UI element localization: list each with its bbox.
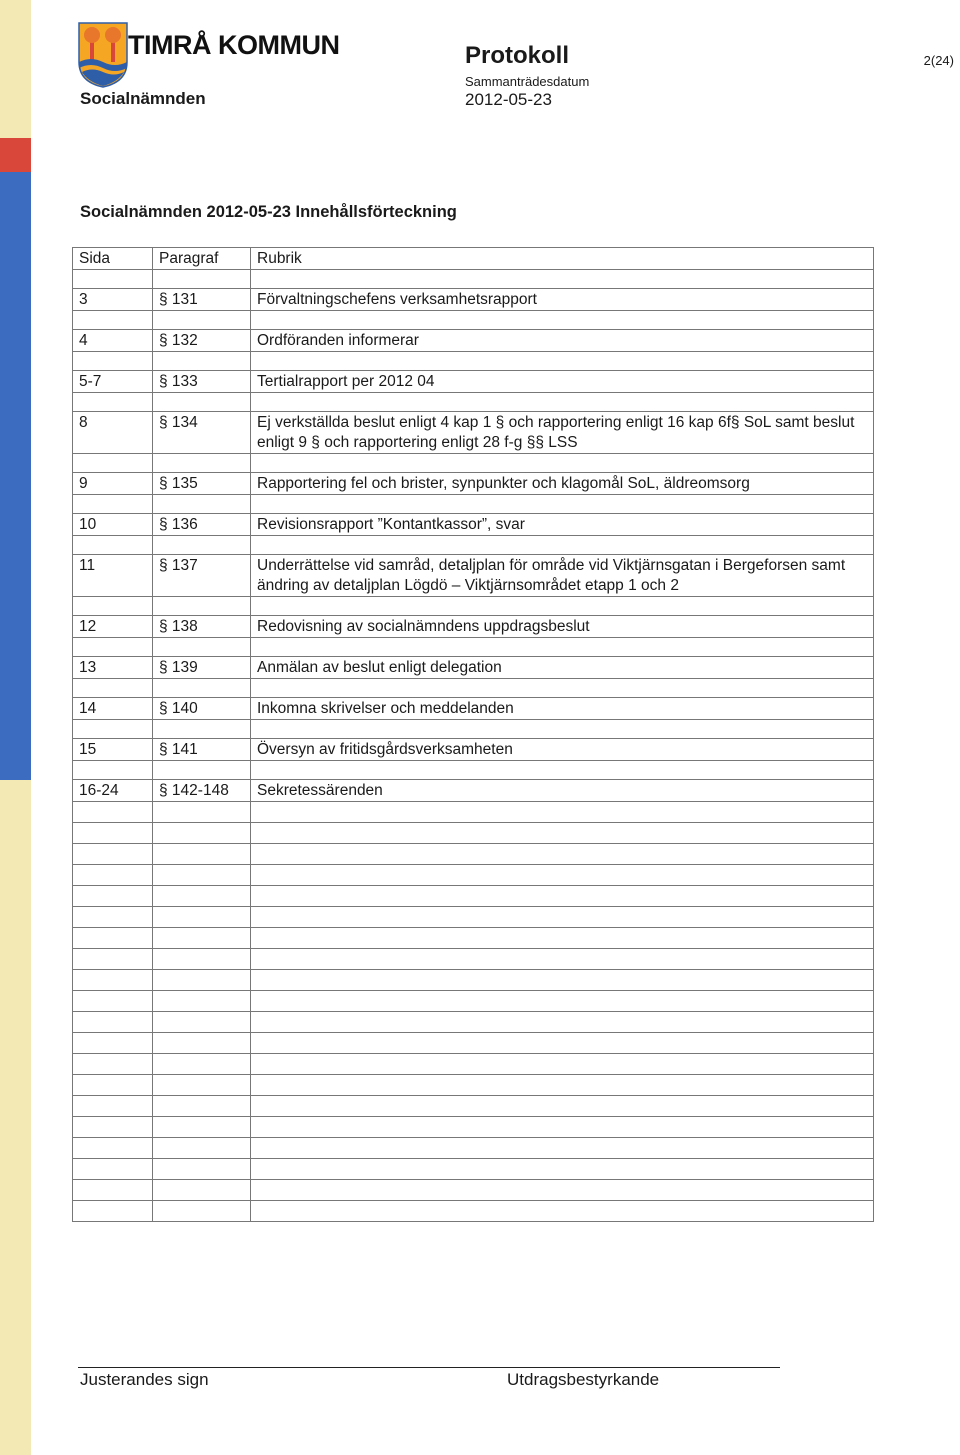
row-page: 3 bbox=[73, 289, 153, 311]
signature-line bbox=[78, 1367, 780, 1368]
row-page: 9 bbox=[73, 473, 153, 495]
row-title: Redovisning av socialnämndens uppdragsbeslut bbox=[251, 616, 874, 638]
row-page: 4 bbox=[73, 330, 153, 352]
empty-row bbox=[73, 1075, 874, 1096]
column-header-page: Sida bbox=[73, 248, 153, 270]
column-header-paragraph: Paragraf bbox=[153, 248, 251, 270]
coat-of-arms-icon bbox=[78, 22, 128, 88]
row-paragraph: § 139 bbox=[153, 657, 251, 679]
table-row bbox=[73, 657, 874, 679]
meeting-date-label: Sammanträdesdatum bbox=[465, 74, 590, 89]
empty-row bbox=[73, 1054, 874, 1075]
color-sidebar bbox=[0, 0, 31, 1455]
row-paragraph: § 135 bbox=[153, 473, 251, 495]
document-title: Protokoll bbox=[465, 42, 570, 69]
row-title: Översyn av fritidsgårdsverksamheten bbox=[251, 739, 874, 761]
table-row bbox=[73, 330, 874, 352]
row-page: 13 bbox=[73, 657, 153, 679]
row-title: Förvaltningschefens verksamhetsrapport bbox=[251, 289, 874, 311]
table-row bbox=[73, 514, 874, 536]
empty-row bbox=[73, 1201, 874, 1222]
empty-row bbox=[73, 802, 874, 823]
table-row bbox=[73, 780, 874, 802]
sidebar-red-band bbox=[0, 138, 31, 172]
row-title: Ej verkställda beslut enligt 4 kap 1 § och rapportering enligt 16 kap 6f§ SoL samt beslut enligt 9 § och rapportering enligt 28 f-g §§ LSS bbox=[251, 412, 874, 454]
row-title: Sekretessärenden bbox=[251, 780, 874, 802]
row-page: 14 bbox=[73, 698, 153, 720]
row-page: 15 bbox=[73, 739, 153, 761]
sidebar-yellow-band bbox=[0, 0, 31, 138]
row-paragraph: § 141 bbox=[153, 739, 251, 761]
row-paragraph: § 133 bbox=[153, 371, 251, 393]
toc-heading: Socialnämnden 2012-05-23 Innehållsförteckning bbox=[80, 203, 457, 221]
row-title: Ordföranden informerar bbox=[251, 330, 874, 352]
empty-row bbox=[73, 886, 874, 907]
table-row bbox=[73, 473, 874, 495]
empty-row bbox=[73, 1138, 874, 1159]
row-paragraph: § 140 bbox=[153, 698, 251, 720]
row-page: 11 bbox=[73, 555, 153, 597]
row-paragraph: § 132 bbox=[153, 330, 251, 352]
table-row bbox=[73, 555, 874, 597]
row-page: 5-7 bbox=[73, 371, 153, 393]
table-row bbox=[73, 739, 874, 761]
meeting-date: 2012-05-23 bbox=[465, 90, 552, 109]
row-paragraph: § 136 bbox=[153, 514, 251, 536]
municipality-logo bbox=[78, 22, 338, 88]
empty-row bbox=[73, 1033, 874, 1054]
row-page: 8 bbox=[73, 412, 153, 454]
page-number: 2(24) bbox=[923, 53, 954, 68]
row-title: Underrättelse vid samråd, detaljplan för område vid Viktjärnsgatan i Bergeforsen samt ändring av detaljplan Lögdö – Viktjärnsområdet etapp 1 och 2 bbox=[251, 555, 874, 597]
empty-row bbox=[73, 991, 874, 1012]
table-row bbox=[73, 616, 874, 638]
empty-row bbox=[73, 1180, 874, 1201]
empty-row bbox=[73, 1012, 874, 1033]
row-title: Rapportering fel och brister, synpunkter och klagomål SoL, äldreomsorg bbox=[251, 473, 874, 495]
sidebar-blue-band bbox=[0, 172, 31, 780]
row-paragraph: § 134 bbox=[153, 412, 251, 454]
empty-row bbox=[73, 865, 874, 886]
empty-row bbox=[73, 1117, 874, 1138]
committee-name: Socialnämnden bbox=[80, 89, 206, 108]
empty-row bbox=[73, 928, 874, 949]
row-paragraph: § 138 bbox=[153, 616, 251, 638]
row-paragraph: § 131 bbox=[153, 289, 251, 311]
empty-row bbox=[73, 970, 874, 991]
extract-certification-label: Utdragsbestyrkande bbox=[507, 1370, 660, 1389]
sidebar-yellow-band-lower bbox=[0, 780, 31, 1455]
row-title: Tertialrapport per 2012 04 bbox=[251, 371, 874, 393]
empty-row bbox=[73, 1159, 874, 1180]
empty-row bbox=[73, 907, 874, 928]
empty-row bbox=[73, 844, 874, 865]
logo-wordmark: TIMRÅ KOMMUN bbox=[128, 30, 340, 60]
empty-row bbox=[73, 1096, 874, 1117]
table-row bbox=[73, 412, 874, 454]
empty-row bbox=[73, 949, 874, 970]
table-row bbox=[73, 371, 874, 393]
row-title: Anmälan av beslut enligt delegation bbox=[251, 657, 874, 679]
row-title: Inkomna skrivelser och meddelanden bbox=[251, 698, 874, 720]
row-paragraph: § 137 bbox=[153, 555, 251, 597]
toc-header-row bbox=[73, 248, 874, 270]
row-title: Revisionsrapport ”Kontantkassor”, svar bbox=[251, 514, 874, 536]
row-page: 10 bbox=[73, 514, 153, 536]
empty-row bbox=[73, 823, 874, 844]
toc-table bbox=[72, 247, 874, 1222]
table-row bbox=[73, 289, 874, 311]
row-paragraph: § 142-148 bbox=[153, 780, 251, 802]
adjuster-signature-label: Justerandes sign bbox=[80, 1370, 209, 1389]
row-page: 12 bbox=[73, 616, 153, 638]
column-header-title: Rubrik bbox=[251, 248, 874, 270]
row-page: 16-24 bbox=[73, 780, 153, 802]
table-row bbox=[73, 698, 874, 720]
